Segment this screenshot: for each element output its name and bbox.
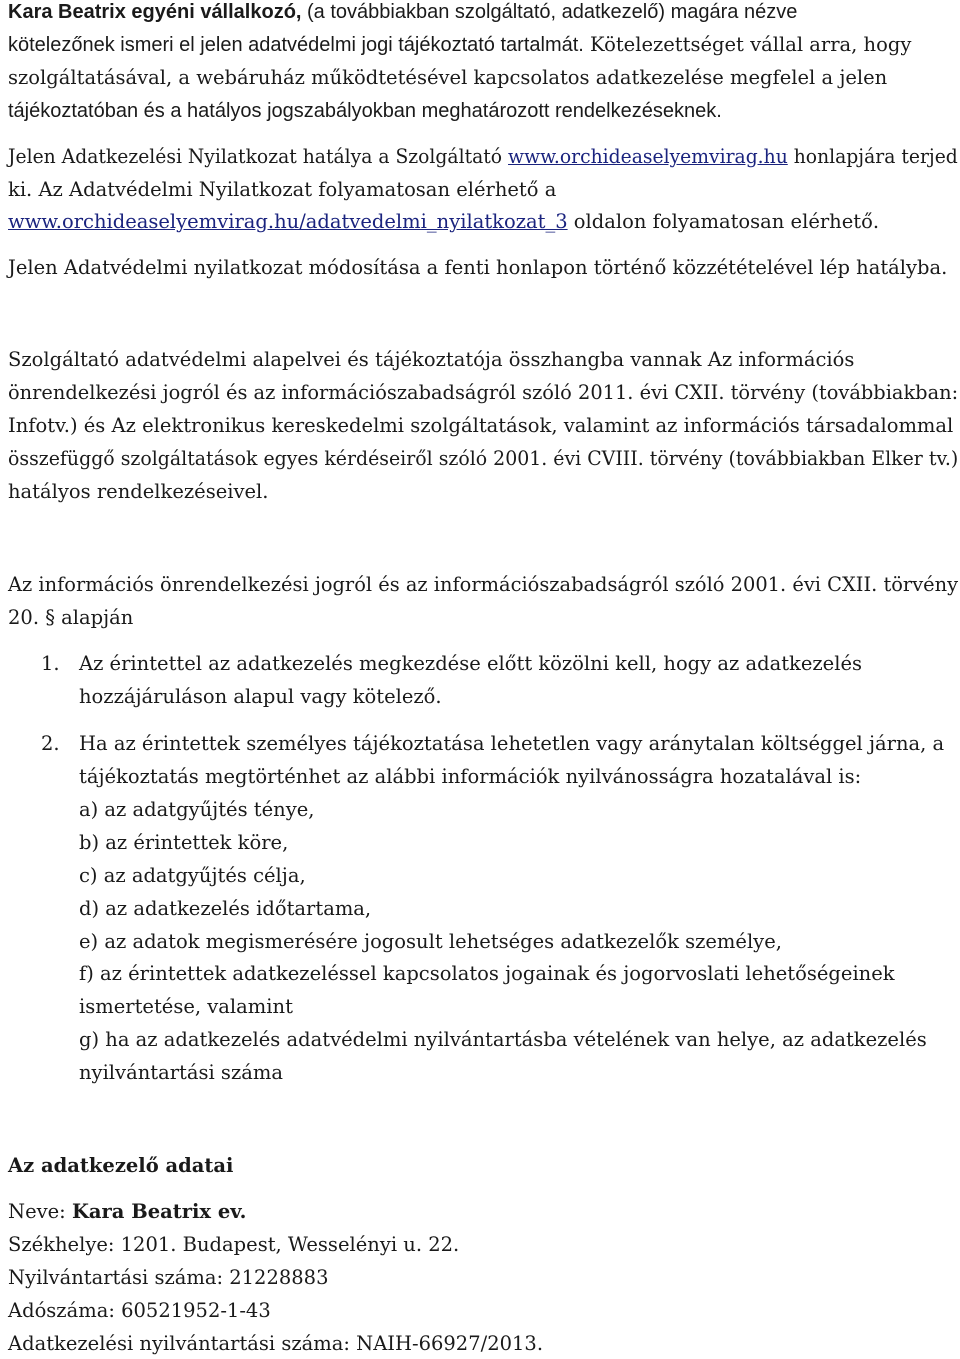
list-subitem-c: c) az adatgyűjtés célja,	[79, 864, 306, 887]
basis-line-2: 20. § alapján	[8, 606, 134, 629]
list-subitem-b: b) az érintettek köre,	[79, 831, 289, 854]
basis-line-1: Az információs önrendelkezési jogról és az információszabadságról szóló 2001. évi CXII. törvény	[8, 573, 959, 596]
controller-naih-number: Adatkezelési nyilvántartási száma: NAIH-66927/2013.	[8, 1332, 544, 1355]
scope-line-1-pre: Jelen Adatkezelési Nyilatkozat hatálya a Szolgáltató	[8, 145, 509, 168]
list-subitem-e: e) az adatok megismerésére jogosult lehetséges adatkezelők személye,	[79, 930, 782, 953]
scope-line-2: ki. Az Adatvédelmi Nyilatkozat folyamatosan elérhető a	[8, 178, 557, 201]
list-subitem-f: f) az érintettek adatkezeléssel kapcsolatos jogainak és jogorvoslati lehetőségeinek	[79, 962, 895, 985]
controller-heading: Az adatkezelő adatai	[8, 1154, 234, 1177]
controller-name-value: Kara Beatrix ev.	[71, 1200, 247, 1223]
intro-line-2	[8, 35, 911, 55]
scope-line-3	[8, 212, 879, 232]
intro-line-1	[8, 2, 797, 22]
principles-line-5: hatályos rendelkezéseivel.	[8, 480, 269, 503]
controller-registration: Nyilvántartási száma: 21228883	[8, 1266, 329, 1289]
intro-line-1-rest: (a továbbiakban szolgáltató, adatkezelő) magára nézve	[301, 1, 798, 23]
intro-line-4: tájékoztatóban és a hatályos jogszabályokban meghatározott rendelkezéseknek.	[8, 100, 722, 122]
scope-line-1-post: honlapjára terjed	[787, 145, 958, 168]
list-item-1-line-1: Az érintettel az adatkezelés megkezdése előtt közölni kell, hogy az adatkezelés	[79, 652, 862, 675]
controller-seat: Székhelye: 1201. Budapest, Wesselényi u. 22.	[8, 1233, 460, 1256]
list-subitem-f-cont: ismertetése, valamint	[79, 995, 293, 1018]
website-link[interactable]: www.orchideaselyemvirag.hu	[508, 145, 788, 168]
list-number-2: 2.	[41, 732, 60, 755]
scope-line-3-post: oldalon folyamatosan elérhető.	[567, 210, 880, 233]
list-item-2-line-2: tájékoztatás megtörténhet az alábbi információk nyilvánosságra hozatalával is:	[79, 765, 862, 788]
controller-name	[8, 1202, 246, 1222]
scope-line-4: Jelen Adatvédelmi nyilatkozat módosítása a fenti honlapon történő közzétételével lép hatályba.	[8, 256, 948, 279]
intro-line-3: szolgáltatásával, a webáruház működtetésével kapcsolatos adatkezelése megfelel a jelen	[8, 66, 888, 89]
controller-name-label: Neve:	[8, 1200, 72, 1223]
list-subitem-g: g) ha az adatkezelés adatvédelmi nyilvántartásba vételének van helye, az adatkezelés	[79, 1028, 927, 1051]
privacy-page-link[interactable]: www.orchideaselyemvirag.hu/adatvedelmi_nyilatkozat_3	[8, 210, 568, 233]
controller-tax-number: Adószáma: 60521952-1-43	[8, 1299, 271, 1322]
list-item-1-line-2: hozzájáruláson alapul vagy kötelező.	[79, 685, 442, 708]
principles-line-1: Szolgáltató adatvédelmi alapelvei és tájékoztatója összhangba vannak Az információs	[8, 348, 855, 371]
principles-line-4: összefüggő szolgáltatások egyes kérdéseiről szóló 2001. évi CVIII. törvény (továbbiakban Elker tv.)	[8, 447, 959, 470]
intro-line-2-sans: kötelezőnek ismeri el jelen adatvédelmi jogi tájékoztató tartalmát.	[8, 34, 584, 56]
intro-line-2-serif: Kötelezettséget vállal arra, hogy	[583, 33, 912, 56]
company-name: Kara Beatrix egyéni vállalkozó,	[8, 1, 302, 23]
principles-line-2: önrendelkezési jogról és az információszabadságról szóló 2011. évi CXII. törvény (továbbiakban:	[8, 381, 959, 404]
list-subitem-g-cont: nyilvántartási száma	[79, 1061, 283, 1084]
list-subitem-d: d) az adatkezelés időtartama,	[79, 897, 372, 920]
list-number-1: 1.	[41, 652, 60, 675]
scope-line-1	[8, 147, 958, 167]
list-item-2-line-1: Ha az érintettek személyes tájékoztatása lehetetlen vagy aránytalan költséggel járna, a	[79, 732, 945, 755]
principles-line-3: Infotv.) és Az elektronikus kereskedelmi szolgáltatások, valamint az információs társadalommal	[8, 414, 954, 437]
list-subitem-a: a) az adatgyűjtés ténye,	[79, 798, 315, 821]
